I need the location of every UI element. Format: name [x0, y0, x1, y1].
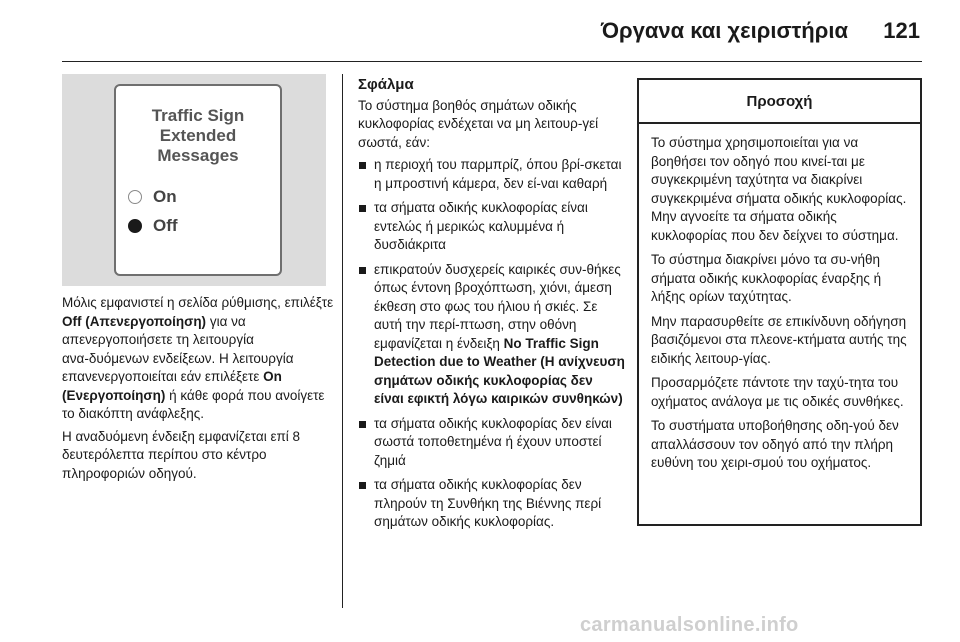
paragraph: Η αναδυόμενη ένδειξη εμφανίζεται επί 8 δευτερόλεπτα περίπου στο κέντρο πληροφοριών οδηγού. [62, 428, 301, 481]
section-title: Όργανα και χειριστήρια [600, 18, 848, 43]
header-rule [62, 61, 922, 62]
display-figure [62, 74, 326, 286]
column-divider [342, 74, 343, 608]
page-number: 121 [883, 18, 920, 43]
paragraph [62, 294, 334, 424]
watermark: carmanualsonline.info [580, 614, 799, 636]
paragraph: Το σύστημα βοηθός σημάτων οδικής κυκλοφορίας ενδέχεται να μη λειτουρ‑γεί σωστά, εάν: [358, 97, 599, 150]
radio-unselected-icon [128, 190, 142, 204]
display-title-line: Messages [157, 146, 239, 165]
text: Μόλις εμφανιστεί η σελίδα ρύθμισης, επιλέξτε [62, 295, 334, 310]
caution-box [637, 78, 922, 526]
option-on [128, 185, 177, 209]
caution-title: Προσοχή [639, 80, 920, 124]
paragraph: Το σύστημα διακρίνει μόνο τα συ‑νήθη σήματα οδικής κυκλοφορίας έναρξης ή λήξης ορίων ταχύτητας. [651, 252, 882, 304]
list-item: τα σήματα οδικής κυκλοφορίας είναι εντελώς ή μερικώς καλυμμένα ή δυσδιάκριτα [358, 199, 626, 255]
bold-text: No Traffic Sign Detection due to Weather (Η ανίχνευση σημάτων οδικής κυκλοφορίας δεν είναι εφικτή λόγω καιρικών συνθηκών) [374, 335, 625, 406]
list-item [358, 261, 626, 409]
option-off [128, 214, 178, 238]
display-screen [114, 84, 282, 276]
middle-column [358, 76, 626, 538]
bullet-list [358, 156, 626, 532]
section-heading: Σφάλμα [358, 76, 414, 93]
list-item: τα σήματα οδικής κυκλοφορίας δεν είναι σωστά τοποθετημένα ή έχουν υποστεί ζημιά [358, 415, 626, 471]
page-header [0, 14, 960, 54]
paragraph: Το σύστημα χρησιμοποιείται για να βοηθήσει τον οδηγό που κινεί‑ται με συγκεκριμένη ταχύτητα να διακρίνει συγκεκριμένα σήματα οδικής κυκλοφορίας. Μην αγνοείτε τα σήματα οδικής κυκλοφορίας που δεν δείχνει το σύστημα. [651, 135, 907, 243]
caution-body [639, 124, 920, 473]
option-label: On [153, 187, 177, 206]
left-column-text [62, 294, 334, 487]
text: επικρατούν δυσχερείς καιρικές συν‑θήκες όπως έντονη βροχόπτωση, χιόνι, άμεση έκθεση στο φως του ήλιου ή σκιές. Σε αυτή την περί‑πτωση, στην οθόνη εμφανίζεται η ένδειξη [374, 261, 621, 351]
radio-selected-icon [128, 219, 142, 233]
list-item: η περιοχή του παρμπρίζ, όπου βρί‑σκεται η μπροστινή κάμερα, δεν εί‑ναι καθαρή [358, 156, 626, 193]
bold-text: Off (Απενεργοποίηση) [62, 313, 207, 329]
display-title-line: Traffic Sign [151, 106, 245, 125]
option-label: Off [153, 216, 178, 235]
text: για να απενεργοποιήσετε τη λειτουργία ανα‑δυόμενων ενδείξεων. Η λειτουργία επανενεργοποιείται εάν επιλέξετε [62, 313, 294, 384]
display-title [116, 106, 280, 166]
bold-text: On (Ενεργοποίηση) [62, 369, 282, 403]
paragraph: Μην παρασυρθείτε σε επικίνδυνη οδήγηση βασιζόμενοι στα πλεονε‑κτήματα αυτής της ειδικής λειτουρ‑γίας. [651, 313, 907, 366]
text: ή κάθε φορά που ανοίγετε το διακόπτη ανάφλεξης. [62, 387, 325, 421]
list-item: τα σήματα οδικής κυκλοφορίας δεν πληρούν τη Συνθήκη της Βιέννης περί σημάτων οδικής κυκλοφορίας. [358, 476, 626, 532]
paragraph: Προσαρμόζετε πάντοτε την ταχύ‑τητα του οχήματος ανάλογα με τις οδικές συνθήκες. [651, 375, 904, 409]
paragraph: Το συστήματα υποβοήθησης οδη‑γού δεν απαλλάσσουν τον οδηγό από την πλήρη ευθύνη του χειρι‑σμού του οχήματος. [651, 418, 899, 470]
display-title-line: Extended [159, 126, 237, 145]
